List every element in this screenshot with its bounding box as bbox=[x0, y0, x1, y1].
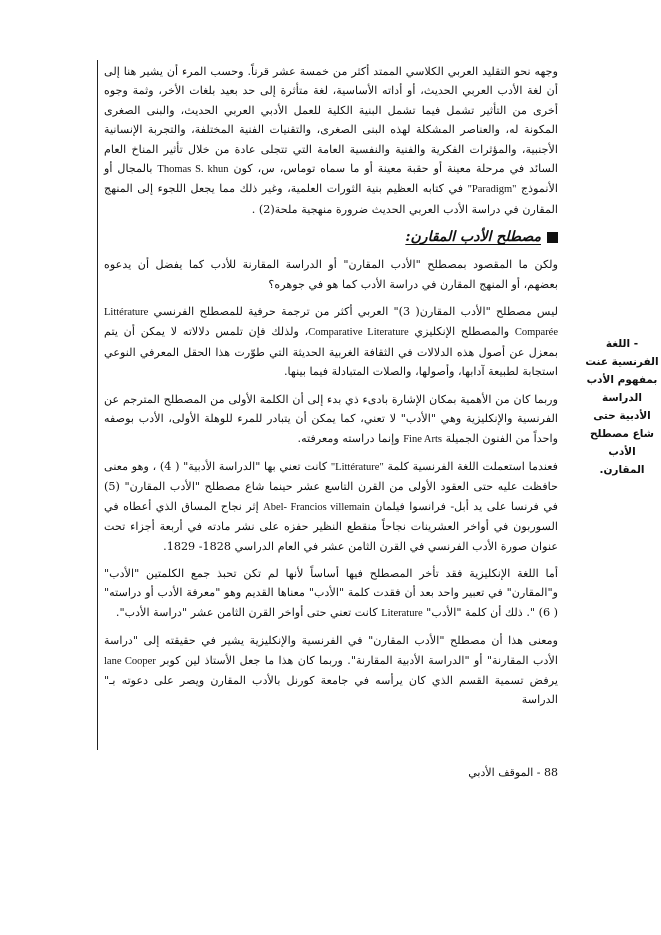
paragraph-english: أما اللغة الإنكليزية فقد تأخر المصطلح فيها أساساً لأنها لم تكن تحبذ جمع الكلمتين "الأدب" و"المقارن" في تعبير واحد بعد أن فقدت كلمة "الأدب" معناها القديم وهو "معرفة الأدب أو دراسته"( 6) ". ذلك أن كلمة "الأدب" Literature كانت تعني حتى أواخر القرن الثامن عشر "دراسة الأدب". bbox=[104, 566, 558, 619]
paragraph-meaning: وربما كان من الأهمية بمكان الإشارة بادىء ذي بدء إلى أن الكلمة الأولى من المصطلح المترجم عن الفرنسية والإنكليزية وهي "الأدب" لا تعني، كما يمكن أن يتبادر للمرء للوهلة الأولى، الأدب بوصفه واحداً من الفنون الجميلة Fine Arts وإنما دراسته ومعرفته. bbox=[104, 392, 558, 445]
journal-name: - الموقف الأدبي bbox=[468, 766, 541, 779]
section-heading: مصطلح الأدب المقارن: bbox=[104, 227, 558, 247]
paragraph-french: فعندما استعملت اللغة الفرنسية كلمة "Littérature" كانت تعني بها "الدراسة الأدبية" ( 4) ، وهو معنى حافظت عليه حتى العقود الأولى من القرن التاسع عشر حينما شاع مصطلح "الأدب المقارن" (5) في فرنسا على يد أبل- فرانسوا فيلمان Abel- Francios villemain إثر نجاح المساق الذي أعطاه في السوربون في أواخر العشرينات نجاحاً منقطع النظير حفزه على نشر مادته في أربعة أجزاء تحت عنوان صورة الأدب الفرنسي في القرن الثامن عشر في العام الدراسي 1828- 1829. bbox=[104, 459, 558, 553]
paragraph-question: ولكن ما المقصود بمصطلح "الأدب المقارن" أو الدراسة المقارنة للأدب كما يفضل أن يدعوه بعضهم، أو المنهج المقارن في دراسة الأدب كما هو في جوهره؟ bbox=[104, 258, 558, 291]
page-number: 88 bbox=[544, 766, 558, 779]
paragraph-intro: وجهه نحو التقليد العربي الكلاسي الممتد أكثر من خمسة عشر قرناً. وحسب المرء أن يشير هنا إلى أن لغة الأدب العربي الحديث، أو أداته الأساسية، لغة متأثرة إلى حد بعيد بلغات الأخر، وثمة وجوه أخرى من التأثير تشمل فيما تشمل البنية الكلية للعمل الأدبي العربي الحديث، والبنى الصغرى المكونة له، والعناصر المشكلة لهذه البنى الصغرى، والتقنيات الفنية المختلفة، والتجربة الإنسانية الأجنبية، والمؤثرات الفكرية والفنية والنفسية العامة التي تتجلى عادة من خلال تأثير المناخ العام السائد في مرحلة معينة أو حقبة معينة أو ما سماه توماس، س، كون Thomas S. khun بالمجال أو الأنموذج "Paradigm" في كتابه العظيم بنية الثورات العلمية، وغير ذلك مما يجعل اللجوء إلى المنهج المقارن في دراسة الأدب العربي الحديث ضرورة منهجية ملحة(2) . bbox=[104, 65, 559, 216]
paragraph-conclusion: ومعنى هذا أن مصطلح "الأدب المقارن" في الفرنسية والإنكليزية يشير في حقيقته إلى "دراسة الأدب المقارنة" أو "الدراسة الأدبية المقارنة". وربما كان هذا ما جعل الأستاذ لين كوبر lane Cooper يرفض تسمية القسم الذي كان يرأسه في جامعة كورنل بالأدب المقارن ويصر على دعوته بـ" الدراسة bbox=[104, 634, 558, 707]
paragraph-translation: ليس مصطلح "الأدب المقارن( 3)" العربي أكثر من ترجمة حرفية للمصطلح الفرنسي Littérature Comparée والمصطلح الإنكليزي Comparative Literature، ولذلك فإن تلمس دلالاته لا يمكن أن يتم بمعزل عن أصول هذه الدلالات في الثقافة الغربية الحديثة التي طوّرت هذا الحقل المعرفي النوعي استجابة لطبيعة آدابها، وأصولها، والصلات المتبادلة فيما بينها. bbox=[104, 305, 559, 379]
page-footer bbox=[440, 766, 558, 779]
square-bullet-icon bbox=[547, 232, 558, 243]
margin-rule bbox=[97, 60, 98, 750]
sidebar-note: - اللغة الفرنسية عنت بمفهوم الأدب الدراسة الأدبية حتى شاع مصطلح الأدب المقارن. bbox=[585, 338, 659, 476]
main-text-column bbox=[104, 62, 558, 718]
